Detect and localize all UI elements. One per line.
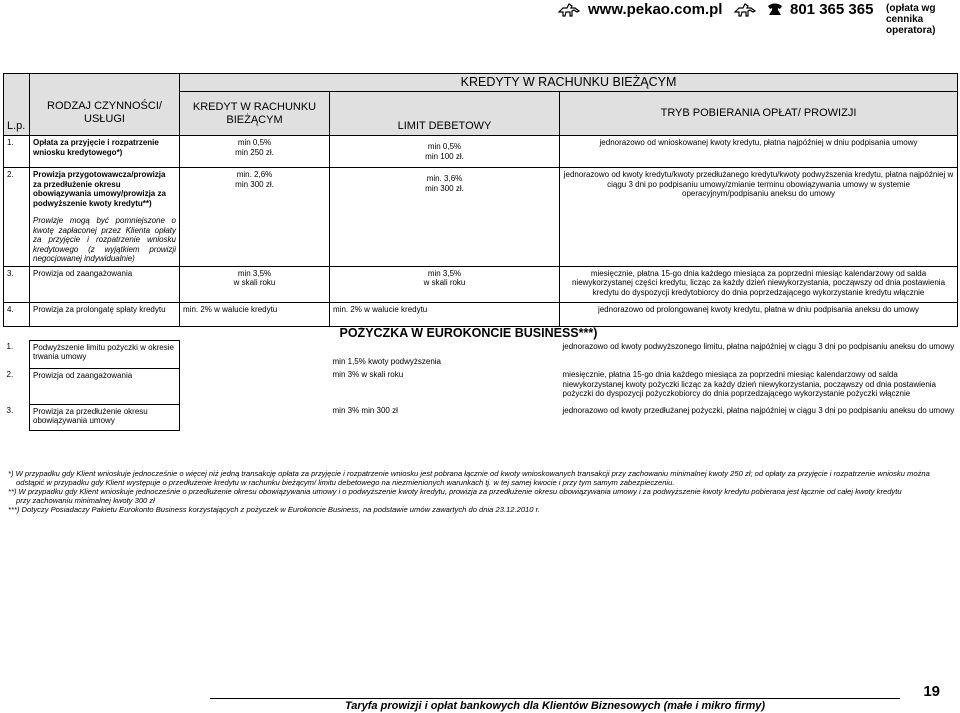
- col-header-lp: L.p.: [4, 92, 30, 136]
- footer-divider: [210, 698, 900, 699]
- row-tryb: jednorazowo od kwoty przedłużanej pożyczki, płatna najpóźniej w ciągu 3 dni po podpisaniu aneksu do umowy: [562, 406, 955, 415]
- row-value: min 1,5% kwoty podwyższenia: [332, 356, 441, 366]
- row-tryb: jednorazowo od prolongowanej kwoty kredytu, płatna w dniu podpisania aneksu do umowy: [560, 302, 958, 326]
- footnote-2-cont: przy zachowaniu minimalnej kwoty 300 zł: [16, 496, 155, 505]
- row-tryb: miesięcznie, płatna 15-go dnia każdego miesiąca za poprzedni miesiąc kalendarzowy od salda niewykorzystanej części kredytu, licząc za każdy dzień niewykorzystania, począwszy od dnia postawienia kredytu do dyspozycji kredytobiorcy do dnia poprzedzającego wykorzystanie kredytu włącznie: [560, 266, 958, 302]
- footnotes: [8, 469, 954, 514]
- row-kredyt: min 0,5% min 250 zł.: [180, 136, 330, 168]
- row-name: Prowizja za prolongatę spłaty kredytu: [30, 302, 180, 326]
- row-lp: 2.: [6, 370, 14, 379]
- phone-note: (opłata wg cennika operatora): [886, 3, 936, 36]
- footnote-2: **) W przypadku gdy Klient wnioskuje jednocześnie o przedłużenie okresu obowiązywania umowy i o podwyższenie kwoty kredytu, prowizja za przedłużenie okresu obowiązywania umowy i za podwyższenie kwoty kredytu pobierana jest łącznie od całej kwoty kredytu: [8, 487, 902, 496]
- row-value: min 3% min 300 zł: [332, 406, 398, 415]
- row-tryb: jednorazowo od kwoty kredytu/kwoty przedłużanego kredytu/kwoty podwyższenia kredytu, płatna najpóźniej w ciągu 3 dni po podpisaniu umowy/zmianie terminu obowiązywania umowy w systemie operacyjnym/podpisaniu aneksu do umowy: [560, 168, 958, 267]
- site-url[interactable]: www.pekao.com.pl: [588, 1, 723, 18]
- row-name-note: Prowizje mogą być pomniejszone o kwotę zapłaconej przez Klienta opłaty za przyjęcie i rozpatrzenie wniosku kredytowego (z wyjątkiem prowizji negocjowanej indywidualnie): [33, 216, 176, 263]
- row-lp: 3.: [6, 406, 14, 415]
- row-lp: 1.: [6, 342, 14, 351]
- footer-title: Taryfa prowizji i opłat bankowych dla Klientów Biznesowych (małe i mikro firmy): [344, 700, 766, 712]
- col-header-tryb: TRYB POBIERANIA OPŁAT/ PROWIZJI: [560, 92, 958, 136]
- horse-logo-icon: [734, 2, 756, 17]
- row-name: Prowizja od zaangażowania: [30, 266, 180, 302]
- row-name: Prowizja za przedłużenie okresu obowiązywania umowy: [30, 404, 180, 430]
- phone-number[interactable]: 801 365 365: [790, 1, 874, 18]
- row-limit: min. 2% w walucie kredytu: [330, 302, 560, 326]
- row-kredyt: min. 2% w walucie kredytu: [180, 302, 330, 326]
- footnote-1-cont: odstąpić w przypadku gdy Klient występuje o przedłużenie kredytu w rachunku bieżącym/ limitu debetowego na niezmienionych warunkach tj. w tej samej kwocie i przy tym samym zabezpieczeniu.: [16, 478, 675, 487]
- phone-icon: [766, 2, 784, 17]
- row-lp: 1.: [4, 136, 30, 168]
- row-kredyt: min 3,5% w skali roku: [180, 266, 330, 302]
- page-number: 19: [923, 683, 940, 700]
- fees-table: [3, 73, 958, 431]
- row-limit: min. 3,6% min 300 zł.: [330, 168, 560, 267]
- row-limit: min 0,5% min 100 zł.: [330, 136, 560, 168]
- row-name: Prowizja od zaangażowania: [30, 368, 180, 404]
- contact-bar: [540, 0, 960, 36]
- table-title: KREDYTY W RACHUNKU BIEŻĄCYM: [180, 74, 958, 92]
- table-row: [4, 302, 958, 326]
- row-name: Opłata za przyjęcie i rozpatrzenie wniosku kredytowego*): [30, 136, 180, 168]
- row-lp: 4.: [4, 302, 30, 326]
- row-lp: 3.: [4, 266, 30, 302]
- footnote-3: ***) Dotyczy Posiadaczy Pakietu Eurokonto Business korzystających z pożyczek w Eurokoncie Business, na podstawie umów zawartych do dnia 23.12.2010 r.: [8, 505, 540, 514]
- row-name: Podwyższenie limitu pożyczki w okresie trwania umowy: [30, 340, 180, 368]
- table-row: [4, 368, 958, 404]
- row-limit: min 3,5% w skali roku: [330, 266, 560, 302]
- section-title-pozyczka: POŻYCZKA W EUROKONCIE BUSINESS***): [339, 325, 598, 340]
- col-header-rodzaj: RODZAJ CZYNNOŚCI/ USŁUGI: [30, 92, 180, 136]
- row-tryb: jednorazowo od kwoty podwyższonego limitu, płatna najpóźniej w ciągu 3 dni po podpisaniu aneksu do umowy: [562, 342, 955, 351]
- horse-logo-icon: [558, 2, 580, 17]
- table-row: [4, 404, 958, 430]
- table-row: [4, 340, 958, 368]
- row-lp: 2.: [4, 168, 30, 267]
- col-header-kredyt: KREDYT W RACHUNKU BIEŻĄCYM: [180, 92, 330, 136]
- row-name-cell: [30, 168, 180, 267]
- table-row: [4, 266, 958, 302]
- row-tryb: jednorazowo od wnioskowanej kwoty kredytu, płatna najpóźniej w dniu podpisania umowy: [560, 136, 958, 168]
- col-header-limit: LIMIT DEBETOWY: [330, 92, 560, 136]
- row-value: min 3% w skali roku: [332, 370, 404, 379]
- row-name: Prowizja przygotowawcza/prowizja za przedłużenie okresu obowiązywania umowy/prowizja za podwyższenie kwoty kredytu**): [33, 170, 166, 208]
- table-row: [4, 168, 958, 267]
- table-row: [4, 136, 958, 168]
- footnote-1: *) W przypadku gdy Klient wnioskuje jednocześnie o więcej niż jedną transakcję opłata za przyjęcie i rozpatrzenie wniosku jest pobrana łącznie od kwoty wnioskowanych transakcji przy zachowaniu minimalnej kwoty 250 zł; od opłaty za przyjęcie i rozpatrzenie wniosku można: [8, 469, 930, 478]
- row-tryb: miesięcznie, płatna 15-go dnia każdego miesiąca za poprzedni miesiąc kalendarzowy od salda niewykorzystanej kwoty pożyczki licząc za każdy dzień niewykorzystania, począwszy od dnia postawienia pożyczki do dyspozycji pożyczkobiorcy do dnia poprzedzającego wykorzystanie pożyczki włącznie: [562, 370, 936, 398]
- row-kredyt: min. 2,6% min 300 zł.: [180, 168, 330, 267]
